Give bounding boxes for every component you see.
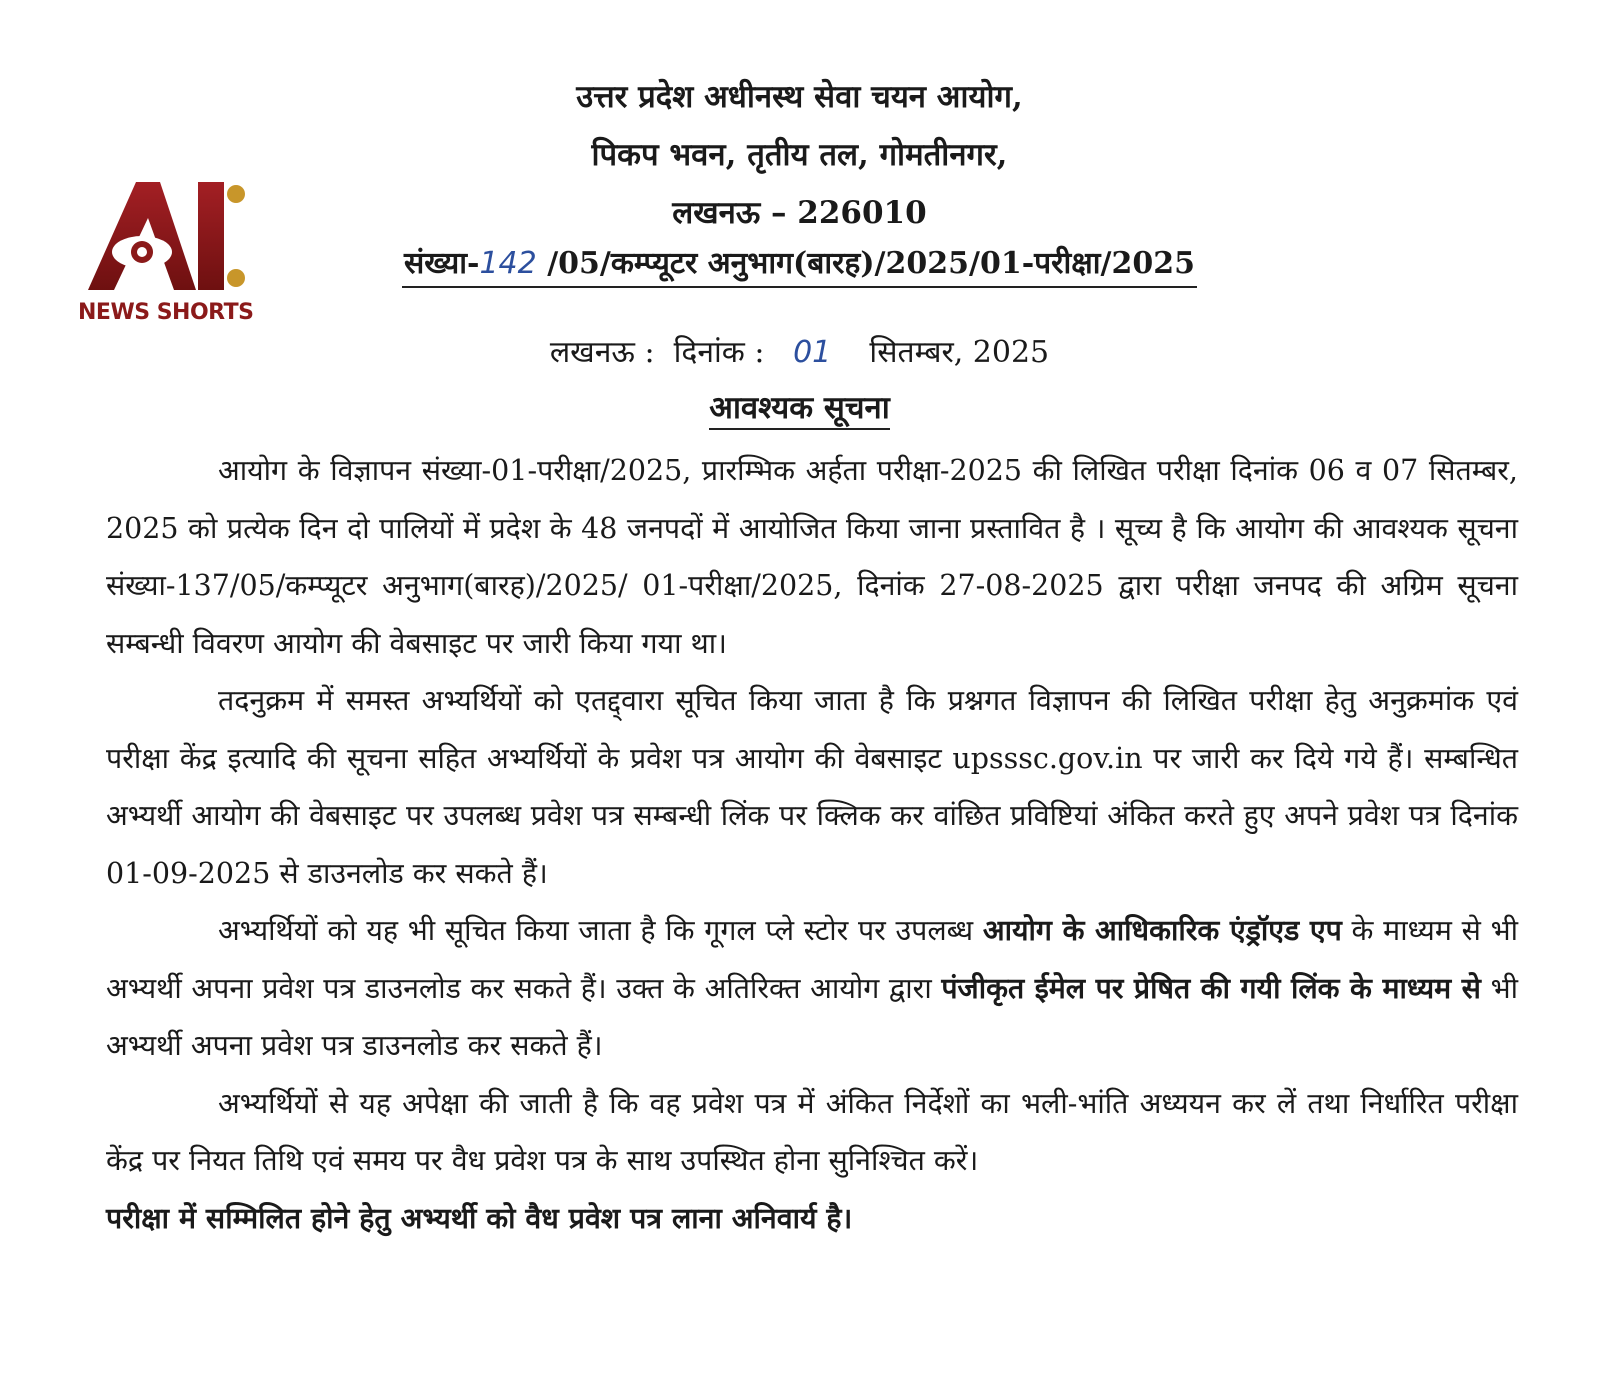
- notice-title: आवश्यक सूचना: [0, 386, 1599, 428]
- logo-caption: NEWS SHORTS: [78, 300, 254, 325]
- date-day-handwritten: 01: [793, 335, 832, 370]
- date-line: [0, 330, 1599, 371]
- date-month-year: सितम्बर, 2025: [869, 335, 1050, 370]
- paragraph-3: अभ्यर्थियों को यह भी सूचित किया जाता है कि गूगल प्ले स्टोर पर उपलब्ध आयोग के आधिकारिक एंड्रॉएड एप के माध्यम से भी अभ्यर्थी अपना प्रवेश पत्र डाउनलोड कर सकते हैं। उक्त के अतिरिक्त आयोग द्वारा पंजीकृत ईमेल पर प्रेषित की गयी लिंक के माध्यम से भी अभ्यर्थी अपना प्रवेश पत्र डाउनलोड कर सकते हैं।: [106, 913, 1519, 1062]
- ref-prefix: संख्या-: [404, 246, 480, 281]
- ref-number-handwritten: 142: [479, 246, 537, 281]
- header-line-2: पिकप भवन, तृतीय तल, गोमतीनगर,: [591, 137, 1008, 173]
- header-line-3: लखनऊ – 226010: [672, 195, 927, 231]
- paragraph-5-mandatory: परीक्षा में सम्मिलित होने हेतु अभ्यर्थी को वैध प्रवेश पत्र लाना अनिवार्य है।: [106, 1200, 853, 1235]
- date-place: लखनऊ :: [549, 335, 655, 370]
- reference-number: [402, 242, 1197, 288]
- paragraph-1: आयोग के विज्ञापन संख्या-01-परीक्षा/2025, प्रारम्भिक अर्हता परीक्षा-2025 की लिखित परीक्षा दिनांक 06 व 07 सितम्बर, 2025 को प्रत्येक दिन दो पालियों में प्रदेश के 48 जनपदों में आयोजित किया जाना प्रस्तावित है । सूच्य है कि आयोग की आवश्यक सूचना संख्या-137/05/कम्प्यूटर अनुभाग(बारह)/2025/ 01-परीक्षा/2025, दिनांक 27-08-2025 द्वारा परीक्षा जनपद की अग्रिम सूचना सम्बन्धी विवरण आयोग की वेबसाइट पर जारी किया गया था।: [106, 454, 1518, 660]
- official-app-bold: आयोग के आधिकारिक एंड्रॉएड एप: [982, 913, 1342, 947]
- office-header: [0, 68, 1599, 288]
- paragraph-2: तदनुक्रम में समस्त अभ्यर्थियों को एतद्द्वारा सूचित किया जाता है कि प्रश्नगत विज्ञापन की लिखित परीक्षा हेतु अनुक्रमांक एवं परीक्षा केंद्र इत्यादि की सूचना सहित अभ्यर्थियों के प्रवेश पत्र आयोग की वेबसाइट upsssc.gov.in पर जारी कर दिये गये हैं। सम्बन्धित अभ्यर्थी आयोग की वेबसाइट पर उपलब्ध प्रवेश पत्र सम्बन्धी लिंक पर क्लिक कर वांछित प्रविष्टियां अंकित करते हुए अपने प्रवेश पत्र दिनांक 01-09-2025 से डाउनलोड कर सकते हैं।: [106, 684, 1518, 890]
- ref-suffix: /05/कम्प्यूटर अनुभाग(बारह)/2025/01-परीक्षा/2025: [547, 246, 1195, 281]
- header-line-1: उत्तर प्रदेश अधीनस्थ सेवा चयन आयोग,: [576, 79, 1023, 115]
- notice-body: [106, 442, 1518, 1247]
- date-label: दिनांक :: [673, 335, 765, 370]
- paragraph-4: अभ्यर्थियों से यह अपेक्षा की जाती है कि वह प्रवेश पत्र में अंकित निर्देशों का भली-भांति अध्ययन कर लें तथा निर्धारित परीक्षा केंद्र पर नियत तिथि एवं समय पर वैध प्रवेश पत्र के साथ उपस्थित होना सुनिश्चित करें।: [106, 1086, 1518, 1177]
- email-link-bold: पंजीकृत ईमेल पर प्रेषित की गयी लिंक के माध्यम से: [941, 970, 1481, 1005]
